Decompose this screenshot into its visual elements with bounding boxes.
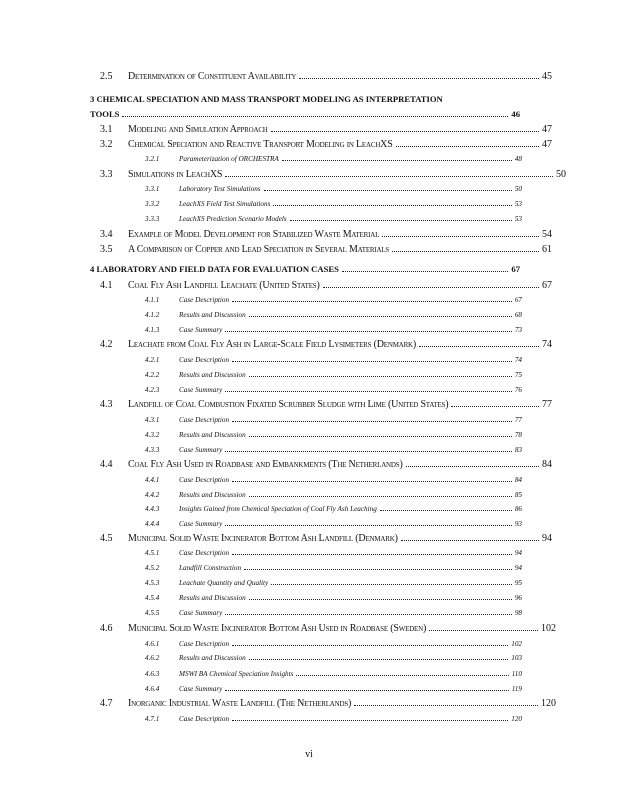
toc-subsection-number: 4.1.1 (145, 296, 160, 304)
toc-subsection-title: Laboratory Test Simulations (179, 185, 261, 193)
toc-subsection-entry[interactable] (145, 356, 522, 364)
toc-section-title: Simulations in LeachXS (128, 169, 223, 180)
toc-leader-dots (354, 705, 538, 706)
toc-subsection-title: Results and Discussion (179, 311, 246, 319)
toc-leader-dots (380, 510, 512, 511)
toc-subsection-title: Case Description (179, 476, 230, 484)
toc-subsection-entry[interactable] (145, 296, 522, 304)
toc-subsection-title: MSWI BA Chemical Speciation Insights (179, 670, 294, 678)
toc-page-number: 102 (511, 640, 522, 648)
toc-subsection-title: Case Summary (179, 520, 223, 528)
toc-subsection-number: 4.2.1 (145, 356, 160, 364)
toc-subsection-entry[interactable] (145, 326, 522, 334)
toc-page-number: 47 (542, 124, 552, 135)
toc-subsection-number: 4.6.2 (145, 654, 160, 662)
toc-subsection-entry[interactable] (145, 416, 522, 424)
toc-page-number: 73 (514, 326, 522, 334)
page-number-footer: vi (305, 749, 313, 760)
toc-page-number: 54 (542, 229, 552, 240)
toc-subsection-number: 4.5.3 (145, 579, 160, 587)
toc-leader-dots (225, 614, 511, 615)
toc-subsection-title: Case Description (179, 416, 230, 424)
toc-page-number: 50 (514, 185, 522, 193)
toc-page-number: 48 (514, 155, 522, 163)
toc-page-number: 103 (511, 654, 522, 662)
toc-subsection-title: Case Description (179, 549, 230, 557)
toc-subsection-entry[interactable] (145, 491, 522, 499)
toc-subsection-entry[interactable] (145, 311, 522, 319)
toc-leader-dots (225, 391, 511, 392)
toc-chapter-title-continued: TOOLS (90, 109, 120, 119)
toc-leader-dots (299, 78, 539, 79)
toc-page-number: 83 (514, 446, 522, 454)
toc-section-entry[interactable] (100, 71, 552, 82)
toc-section-title: Municipal Solid Waste Incinerator Bottom Ash Used in Roadbase (Sweden) (128, 623, 427, 634)
toc-subsection-entry[interactable] (145, 155, 522, 163)
toc-leader-dots (396, 146, 539, 147)
toc-page-number: 75 (514, 371, 522, 379)
toc-leader-dots (225, 451, 511, 452)
toc-subsection-entry[interactable] (145, 386, 522, 394)
toc-section-title: Chemical Speciation and Reactive Transport Modeling in LeachXS (128, 139, 393, 150)
toc-subsection-title: Case Summary (179, 386, 223, 394)
toc-subsection-title: Landfill Construction (179, 564, 242, 572)
toc-subsection-entry[interactable] (145, 654, 522, 662)
toc-page-number: 119 (511, 685, 522, 693)
toc-leader-dots (290, 220, 512, 221)
toc-subsection-title: Case Description (179, 296, 230, 304)
toc-chapter-entry-continued[interactable] (90, 109, 520, 119)
toc-page-number: 98 (514, 609, 522, 617)
toc-page-number: 84 (542, 459, 552, 470)
toc-subsection-number: 4.2.2 (145, 371, 160, 379)
toc-leader-dots (225, 525, 511, 526)
toc-subsection-entry[interactable] (145, 549, 522, 557)
toc-leader-dots (232, 361, 512, 362)
toc-section-entry[interactable] (100, 623, 556, 634)
toc-page-number: 78 (514, 431, 522, 439)
toc-subsection-number: 4.5.4 (145, 594, 160, 602)
toc-page-number: 102 (541, 623, 556, 634)
toc-page-number: 76 (514, 386, 522, 394)
toc-subsection-title: Case Description (179, 356, 230, 364)
toc-subsection-number: 4.3.2 (145, 431, 160, 439)
toc-subsection-number: 4.7.1 (145, 715, 160, 723)
toc-subsection-number: 4.4.1 (145, 476, 160, 484)
toc-section-number: 4.3 (100, 399, 113, 410)
toc-page-number: 95 (514, 579, 522, 587)
toc-page-number: 93 (514, 520, 522, 528)
toc-page-number: 94 (542, 533, 552, 544)
toc-subsection-number: 4.4.2 (145, 491, 160, 499)
toc-subsection-title: Parameterization of ORCHESTRA (179, 155, 279, 163)
toc-leader-dots (401, 540, 539, 541)
toc-page-number: 67 (511, 264, 520, 274)
toc-leader-dots (225, 690, 508, 691)
toc-subsection-number: 4.6.4 (145, 685, 160, 693)
toc-section-entry[interactable] (100, 698, 556, 709)
toc-leader-dots (419, 346, 539, 347)
toc-subsection-number: 4.3.1 (145, 416, 160, 424)
toc-leader-dots (323, 287, 539, 288)
toc-section-title: Example of Model Development for Stabilized Waste Material (128, 229, 380, 240)
toc-leader-dots (249, 496, 512, 497)
toc-section-number: 4.5 (100, 533, 113, 544)
toc-page-number: 85 (514, 491, 522, 499)
toc-subsection-entry[interactable] (145, 431, 522, 439)
toc-leader-dots (225, 176, 553, 177)
toc-section-number: 4.4 (100, 459, 113, 470)
toc-page-number: 53 (514, 200, 522, 208)
toc-leader-dots (232, 720, 508, 721)
toc-leader-dots (282, 160, 512, 161)
toc-subsection-title: Results and Discussion (179, 491, 246, 499)
toc-leader-dots (232, 301, 512, 302)
toc-subsection-title: LeachXS Field Test Simulations (179, 200, 271, 208)
toc-page-number: 50 (556, 169, 566, 180)
toc-subsection-entry[interactable] (145, 715, 522, 723)
toc-leader-dots (342, 271, 509, 272)
toc-section-number: 3.3 (100, 169, 113, 180)
toc-subsection-number: 3.3.3 (145, 215, 160, 223)
toc-page-number: 47 (542, 139, 552, 150)
toc-subsection-title: Results and Discussion (179, 594, 246, 602)
toc-subsection-number: 4.2.3 (145, 386, 160, 394)
toc-section-entry[interactable] (100, 459, 552, 470)
toc-section-number: 4.1 (100, 280, 113, 291)
toc-page-number: 53 (514, 215, 522, 223)
toc-section-entry[interactable] (100, 244, 552, 255)
toc-page-number: 86 (514, 505, 522, 513)
toc-section-number: 4.2 (100, 339, 113, 350)
toc-page-number: 67 (542, 280, 552, 291)
toc-leader-dots (249, 436, 512, 437)
toc-leader-dots (429, 630, 538, 631)
toc-page-number: 120 (541, 698, 556, 709)
toc-subsection-title: LeachXS Prediction Scenario Models (179, 215, 287, 223)
toc-section-number: 3.4 (100, 229, 113, 240)
toc-subsection-number: 4.6.3 (145, 670, 160, 678)
toc-subsection-entry[interactable] (145, 185, 522, 193)
toc-section-entry[interactable] (100, 533, 552, 544)
toc-page-number: 84 (514, 476, 522, 484)
toc-subsection-entry[interactable] (145, 640, 522, 648)
toc-subsection-number: 4.1.3 (145, 326, 160, 334)
toc-leader-dots (232, 554, 512, 555)
toc-subsection-title: Case Summary (179, 685, 223, 693)
toc-subsection-entry[interactable] (145, 446, 522, 454)
toc-section-title: A Comparison of Copper and Lead Speciation in Several Materials (128, 244, 390, 255)
toc-subsection-title: Results and Discussion (179, 654, 246, 662)
toc-section-title: Leachate from Coal Fly Ash in Large-Scale Field Lysimeters (Denmark) (128, 339, 417, 350)
toc-section-number: 3.2 (100, 139, 113, 150)
toc-page-number: 45 (542, 71, 552, 82)
toc-leader-dots (296, 675, 508, 676)
toc-leader-dots (232, 481, 512, 482)
toc-subsection-entry[interactable] (145, 579, 522, 587)
toc-section-entry[interactable] (100, 280, 552, 291)
toc-section-title: Determination of Constituent Availability (128, 71, 297, 82)
toc-subsection-entry[interactable] (145, 476, 522, 484)
toc-page-number: 94 (514, 564, 522, 572)
toc-subsection-number: 4.6.1 (145, 640, 160, 648)
toc-subsection-number: 3.3.1 (145, 185, 160, 193)
toc-subsection-title: Case Description (179, 715, 230, 723)
toc-page-number: 77 (542, 399, 552, 410)
toc-subsection-entry[interactable] (145, 520, 522, 528)
toc-section-number: 3.1 (100, 124, 113, 135)
toc-subsection-title: Leachate Quantity and Quality (179, 579, 269, 587)
toc-page-number: 68 (514, 311, 522, 319)
toc-subsection-entry[interactable] (145, 371, 522, 379)
toc-subsection-title: Case Summary (179, 326, 223, 334)
toc-page-number: 120 (511, 715, 522, 723)
toc-subsection-number: 4.5.1 (145, 549, 160, 557)
toc-section-title: Municipal Solid Waste Incinerator Bottom Ash Landfill (Denmark) (128, 533, 398, 544)
toc-subsection-number: 4.5.5 (145, 609, 160, 617)
toc-subsection-number: 4.5.2 (145, 564, 160, 572)
toc-section-title: Inorganic Industrial Waste Landfill (The Netherlands) (128, 698, 352, 709)
toc-leader-dots (382, 236, 539, 237)
toc-section-number: 2.5 (100, 71, 113, 82)
toc-subsection-entry[interactable] (145, 594, 522, 602)
toc-chapter-entry[interactable] (90, 94, 520, 104)
toc-section-title: Coal Fly Ash Used in Roadbase and Embankments (The Netherlands) (128, 459, 403, 470)
toc-section-title: Modeling and Simulation Approach (128, 124, 268, 135)
toc-subsection-entry[interactable] (145, 609, 522, 617)
toc-leader-dots (232, 421, 512, 422)
toc-leader-dots (406, 466, 539, 467)
toc-subsection-entry[interactable] (145, 685, 522, 693)
toc-leader-dots (232, 645, 508, 646)
toc-leader-dots (273, 205, 511, 206)
toc-chapter-title: 3 CHEMICAL SPECIATION AND MASS TRANSPORT MODELING AS INTERPRETATION (90, 94, 443, 104)
toc-section-number: 4.6 (100, 623, 113, 634)
toc-subsection-title: Results and Discussion (179, 371, 246, 379)
toc-section-number: 3.5 (100, 244, 113, 255)
toc-section-number: 4.7 (100, 698, 113, 709)
toc-page-number: 77 (514, 416, 522, 424)
toc-subsection-title: Case Description (179, 640, 230, 648)
toc-leader-dots (271, 131, 539, 132)
toc-leader-dots (264, 190, 512, 191)
toc-leader-dots (392, 251, 539, 252)
toc-subsection-number: 4.3.3 (145, 446, 160, 454)
toc-leader-dots (249, 376, 512, 377)
toc-section-entry[interactable] (100, 399, 552, 410)
toc-page-number: 74 (542, 339, 552, 350)
toc-leader-dots (225, 331, 511, 332)
toc-subsection-number: 3.3.2 (145, 200, 160, 208)
toc-subsection-number: 4.4.4 (145, 520, 160, 528)
toc-subsection-entry[interactable] (145, 215, 522, 223)
toc-page-number: 74 (514, 356, 522, 364)
toc-page-number: 46 (511, 109, 520, 119)
toc-subsection-entry[interactable] (145, 200, 522, 208)
toc-chapter-title: 4 LABORATORY AND FIELD DATA FOR EVALUATION CASES (90, 264, 339, 274)
toc-leader-dots (122, 116, 508, 117)
toc-leader-dots (244, 569, 512, 570)
toc-leader-dots (451, 406, 539, 407)
toc-leader-dots (249, 659, 509, 660)
toc-page-number: 61 (542, 244, 552, 255)
toc-page-number: 96 (514, 594, 522, 602)
toc-subsection-entry[interactable] (145, 564, 522, 572)
toc-section-entry[interactable] (100, 169, 566, 180)
toc-section-entry[interactable] (100, 339, 552, 350)
toc-subsection-number: 4.1.2 (145, 311, 160, 319)
toc-subsection-title: Insights Gained from Chemical Speciation of Coal Fly Ash Leaching (179, 505, 377, 513)
toc-section-title: Landfill of Coal Combustion Fixated Scrubber Sludge with Lime (United States) (128, 399, 449, 410)
toc-section-entry[interactable] (100, 139, 552, 150)
toc-page-number: 110 (511, 670, 522, 678)
toc-subsection-title: Results and Discussion (179, 431, 246, 439)
toc-leader-dots (249, 316, 512, 317)
toc-subsection-title: Case Summary (179, 446, 223, 454)
toc-leader-dots (271, 584, 512, 585)
toc-section-entry[interactable] (100, 229, 552, 240)
toc-chapter-entry[interactable] (90, 264, 520, 274)
toc-subsection-entry[interactable] (145, 670, 522, 678)
toc-subsection-entry[interactable] (145, 505, 522, 513)
toc-page-number: 94 (514, 549, 522, 557)
toc-subsection-number: 4.4.3 (145, 505, 160, 513)
toc-leader-dots (249, 599, 512, 600)
toc-section-title: Coal Fly Ash Landfill Leachate (United States) (128, 280, 320, 291)
toc-page-number: 67 (514, 296, 522, 304)
toc-subsection-title: Case Summary (179, 609, 223, 617)
toc-subsection-number: 3.2.1 (145, 155, 160, 163)
toc-section-entry[interactable] (100, 124, 552, 135)
